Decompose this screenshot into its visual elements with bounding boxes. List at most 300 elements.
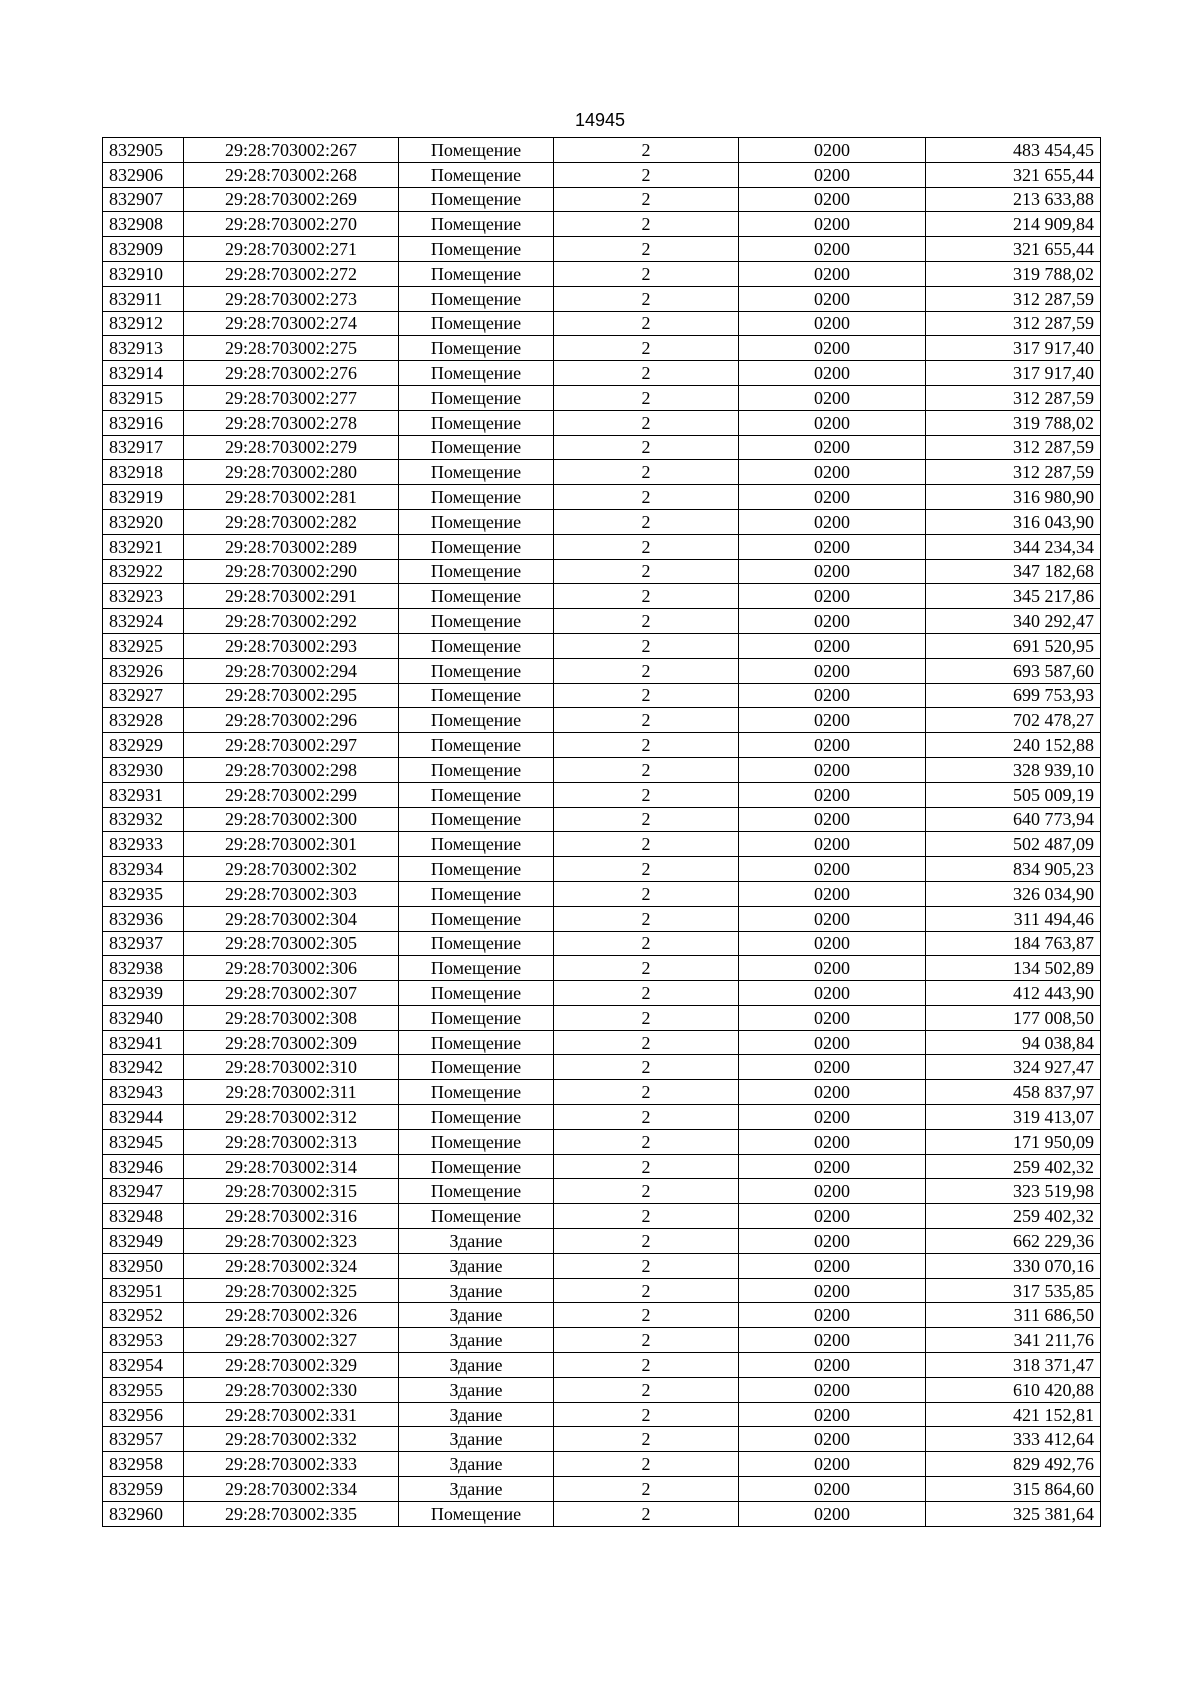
- cadastral-number-cell: 29:28:703002:331: [184, 1402, 399, 1427]
- cadastral-number-cell: 29:28:703002:268: [184, 162, 399, 187]
- code-cell: 0200: [739, 1005, 926, 1030]
- table-row: [103, 708, 1101, 733]
- code-cell: 0200: [739, 609, 926, 634]
- cadastral-number-cell: 29:28:703002:270: [184, 212, 399, 237]
- cadastral-value-cell: 330 070,16: [926, 1253, 1101, 1278]
- group-cell: 2: [554, 807, 739, 832]
- object-type-cell: Помещение: [399, 807, 554, 832]
- code-cell: 0200: [739, 1204, 926, 1229]
- object-type-cell: Помещение: [399, 187, 554, 212]
- table-row: [103, 1204, 1101, 1229]
- group-cell: 2: [554, 460, 739, 485]
- object-type-cell: Здание: [399, 1328, 554, 1353]
- object-type-cell: Помещение: [399, 981, 554, 1006]
- code-cell: 0200: [739, 1129, 926, 1154]
- cadastral-value-cell: 421 152,81: [926, 1402, 1101, 1427]
- object-type-cell: Помещение: [399, 683, 554, 708]
- row-number-cell: 832917: [103, 435, 184, 460]
- table-row: [103, 906, 1101, 931]
- code-cell: 0200: [739, 832, 926, 857]
- code-cell: 0200: [739, 931, 926, 956]
- code-cell: 0200: [739, 881, 926, 906]
- object-type-cell: Здание: [399, 1427, 554, 1452]
- code-cell: 0200: [739, 1080, 926, 1105]
- row-number-cell: 832933: [103, 832, 184, 857]
- cadastral-number-cell: 29:28:703002:278: [184, 410, 399, 435]
- cadastral-value-cell: 184 763,87: [926, 931, 1101, 956]
- cadastral-value-cell: 316 043,90: [926, 509, 1101, 534]
- cadastral-value-cell: 834 905,23: [926, 857, 1101, 882]
- row-number-cell: 832921: [103, 534, 184, 559]
- row-number-cell: 832948: [103, 1204, 184, 1229]
- cadastral-value-cell: 171 950,09: [926, 1129, 1101, 1154]
- cadastral-number-cell: 29:28:703002:281: [184, 485, 399, 510]
- group-cell: 2: [554, 733, 739, 758]
- row-number-cell: 832932: [103, 807, 184, 832]
- row-number-cell: 832926: [103, 658, 184, 683]
- object-type-cell: Здание: [399, 1452, 554, 1477]
- cadastral-number-cell: 29:28:703002:275: [184, 336, 399, 361]
- cadastral-value-cell: 458 837,97: [926, 1080, 1101, 1105]
- table-row: [103, 683, 1101, 708]
- table-row: [103, 658, 1101, 683]
- table-row: [103, 311, 1101, 336]
- group-cell: 2: [554, 956, 739, 981]
- group-cell: 2: [554, 1080, 739, 1105]
- row-number-cell: 832916: [103, 410, 184, 435]
- cadastral-number-cell: 29:28:703002:326: [184, 1303, 399, 1328]
- code-cell: 0200: [739, 1452, 926, 1477]
- table-row: [103, 162, 1101, 187]
- object-type-cell: Помещение: [399, 311, 554, 336]
- cadastral-number-cell: 29:28:703002:269: [184, 187, 399, 212]
- code-cell: 0200: [739, 1179, 926, 1204]
- group-cell: 2: [554, 485, 739, 510]
- row-number-cell: 832927: [103, 683, 184, 708]
- row-number-cell: 832945: [103, 1129, 184, 1154]
- row-number-cell: 832905: [103, 138, 184, 163]
- table-row: [103, 237, 1101, 262]
- code-cell: 0200: [739, 956, 926, 981]
- code-cell: 0200: [739, 1055, 926, 1080]
- object-type-cell: Помещение: [399, 410, 554, 435]
- object-type-cell: Помещение: [399, 162, 554, 187]
- code-cell: 0200: [739, 1427, 926, 1452]
- cadastral-number-cell: 29:28:703002:297: [184, 733, 399, 758]
- cadastral-value-cell: 505 009,19: [926, 782, 1101, 807]
- code-cell: 0200: [739, 212, 926, 237]
- cadastral-value-cell: 345 217,86: [926, 584, 1101, 609]
- cadastral-number-cell: 29:28:703002:295: [184, 683, 399, 708]
- row-number-cell: 832943: [103, 1080, 184, 1105]
- table-row: [103, 385, 1101, 410]
- group-cell: 2: [554, 1501, 739, 1526]
- cadastral-value-cell: 317 917,40: [926, 361, 1101, 386]
- cadastral-number-cell: 29:28:703002:294: [184, 658, 399, 683]
- row-number-cell: 832947: [103, 1179, 184, 1204]
- object-type-cell: Помещение: [399, 559, 554, 584]
- cadastral-value-cell: 325 381,64: [926, 1501, 1101, 1526]
- object-type-cell: Здание: [399, 1303, 554, 1328]
- group-cell: 2: [554, 286, 739, 311]
- cadastral-number-cell: 29:28:703002:282: [184, 509, 399, 534]
- cadastral-value-cell: 316 980,90: [926, 485, 1101, 510]
- code-cell: 0200: [739, 683, 926, 708]
- object-type-cell: Помещение: [399, 534, 554, 559]
- object-type-cell: Помещение: [399, 336, 554, 361]
- table-row: [103, 609, 1101, 634]
- object-type-cell: Помещение: [399, 485, 554, 510]
- object-type-cell: Здание: [399, 1278, 554, 1303]
- row-number-cell: 832957: [103, 1427, 184, 1452]
- table-body: [103, 138, 1101, 1527]
- group-cell: 2: [554, 237, 739, 262]
- code-cell: 0200: [739, 460, 926, 485]
- table-row: [103, 832, 1101, 857]
- cadastral-number-cell: 29:28:703002:291: [184, 584, 399, 609]
- cadastral-value-cell: 702 478,27: [926, 708, 1101, 733]
- group-cell: 2: [554, 782, 739, 807]
- cadastral-number-cell: 29:28:703002:313: [184, 1129, 399, 1154]
- cadastral-value-cell: 340 292,47: [926, 609, 1101, 634]
- object-type-cell: Помещение: [399, 1055, 554, 1080]
- group-cell: 2: [554, 857, 739, 882]
- table-row: [103, 1328, 1101, 1353]
- code-cell: 0200: [739, 286, 926, 311]
- row-number-cell: 832951: [103, 1278, 184, 1303]
- cadastral-value-cell: 240 152,88: [926, 733, 1101, 758]
- cadastral-value-cell: 483 454,45: [926, 138, 1101, 163]
- group-cell: 2: [554, 1377, 739, 1402]
- object-type-cell: Помещение: [399, 1005, 554, 1030]
- cadastral-number-cell: 29:28:703002:329: [184, 1353, 399, 1378]
- table-row: [103, 1154, 1101, 1179]
- group-cell: 2: [554, 534, 739, 559]
- cadastral-value-cell: 259 402,32: [926, 1204, 1101, 1229]
- cadastral-value-cell: 347 182,68: [926, 559, 1101, 584]
- group-cell: 2: [554, 212, 739, 237]
- table-row: [103, 1055, 1101, 1080]
- cadastral-number-cell: 29:28:703002:333: [184, 1452, 399, 1477]
- table-row: [103, 1452, 1101, 1477]
- table-row: [103, 1129, 1101, 1154]
- group-cell: 2: [554, 261, 739, 286]
- cadastral-number-cell: 29:28:703002:304: [184, 906, 399, 931]
- table-row: [103, 1353, 1101, 1378]
- cadastral-value-cell: 412 443,90: [926, 981, 1101, 1006]
- object-type-cell: Помещение: [399, 857, 554, 882]
- cadastral-value-cell: 321 655,44: [926, 237, 1101, 262]
- cadastral-value-cell: 312 287,59: [926, 435, 1101, 460]
- object-type-cell: Помещение: [399, 138, 554, 163]
- cadastral-value-cell: 319 788,02: [926, 261, 1101, 286]
- code-cell: 0200: [739, 187, 926, 212]
- object-type-cell: Помещение: [399, 509, 554, 534]
- group-cell: 2: [554, 162, 739, 187]
- cadastral-value-cell: 213 633,88: [926, 187, 1101, 212]
- group-cell: 2: [554, 187, 739, 212]
- cadastral-value-cell: 134 502,89: [926, 956, 1101, 981]
- code-cell: 0200: [739, 1030, 926, 1055]
- cadastral-number-cell: 29:28:703002:308: [184, 1005, 399, 1030]
- row-number-cell: 832950: [103, 1253, 184, 1278]
- cadastral-value-cell: 312 287,59: [926, 460, 1101, 485]
- object-type-cell: Помещение: [399, 385, 554, 410]
- cadastral-number-cell: 29:28:703002:277: [184, 385, 399, 410]
- row-number-cell: 832956: [103, 1402, 184, 1427]
- row-number-cell: 832909: [103, 237, 184, 262]
- group-cell: 2: [554, 1055, 739, 1080]
- cadastral-number-cell: 29:28:703002:306: [184, 956, 399, 981]
- table-row: [103, 633, 1101, 658]
- cadastral-number-cell: 29:28:703002:315: [184, 1179, 399, 1204]
- group-cell: 2: [554, 1204, 739, 1229]
- table-row: [103, 807, 1101, 832]
- group-cell: 2: [554, 1105, 739, 1130]
- cadastral-number-cell: 29:28:703002:276: [184, 361, 399, 386]
- group-cell: 2: [554, 658, 739, 683]
- cadastral-value-cell: 259 402,32: [926, 1154, 1101, 1179]
- object-type-cell: Помещение: [399, 460, 554, 485]
- group-cell: 2: [554, 1129, 739, 1154]
- cadastral-value-cell: 323 519,98: [926, 1179, 1101, 1204]
- code-cell: 0200: [739, 584, 926, 609]
- cadastral-number-cell: 29:28:703002:279: [184, 435, 399, 460]
- table-row: [103, 1477, 1101, 1502]
- table-row: [103, 881, 1101, 906]
- group-cell: 2: [554, 757, 739, 782]
- row-number-cell: 832946: [103, 1154, 184, 1179]
- group-cell: 2: [554, 1353, 739, 1378]
- cadastral-number-cell: 29:28:703002:311: [184, 1080, 399, 1105]
- cadastral-number-cell: 29:28:703002:330: [184, 1377, 399, 1402]
- code-cell: 0200: [739, 757, 926, 782]
- cadastral-number-cell: 29:28:703002:307: [184, 981, 399, 1006]
- cadastral-number-cell: 29:28:703002:271: [184, 237, 399, 262]
- row-number-cell: 832960: [103, 1501, 184, 1526]
- code-cell: 0200: [739, 1303, 926, 1328]
- cadastral-value-cell: 326 034,90: [926, 881, 1101, 906]
- page-number: 14945: [574, 110, 626, 130]
- row-number-cell: 832931: [103, 782, 184, 807]
- table-row: [103, 1278, 1101, 1303]
- group-cell: 2: [554, 633, 739, 658]
- cadastral-value-cell: 829 492,76: [926, 1452, 1101, 1477]
- table-row: [103, 361, 1101, 386]
- table-row: [103, 584, 1101, 609]
- group-cell: 2: [554, 981, 739, 1006]
- cadastral-value-cell: 317 535,85: [926, 1278, 1101, 1303]
- object-type-cell: Помещение: [399, 1179, 554, 1204]
- table-row: [103, 1501, 1101, 1526]
- table-row: [103, 1005, 1101, 1030]
- table-row: [103, 1105, 1101, 1130]
- cadastral-number-cell: 29:28:703002:303: [184, 881, 399, 906]
- code-cell: 0200: [739, 1229, 926, 1254]
- row-number-cell: 832937: [103, 931, 184, 956]
- code-cell: 0200: [739, 1353, 926, 1378]
- cadastral-number-cell: 29:28:703002:309: [184, 1030, 399, 1055]
- row-number-cell: 832918: [103, 460, 184, 485]
- group-cell: 2: [554, 584, 739, 609]
- object-type-cell: Помещение: [399, 757, 554, 782]
- object-type-cell: Помещение: [399, 906, 554, 931]
- object-type-cell: Помещение: [399, 261, 554, 286]
- code-cell: 0200: [739, 138, 926, 163]
- object-type-cell: Помещение: [399, 956, 554, 981]
- code-cell: 0200: [739, 981, 926, 1006]
- cadastral-value-cell: 319 413,07: [926, 1105, 1101, 1130]
- object-type-cell: Помещение: [399, 658, 554, 683]
- group-cell: 2: [554, 410, 739, 435]
- code-cell: 0200: [739, 485, 926, 510]
- cadastral-number-cell: 29:28:703002:302: [184, 857, 399, 882]
- object-type-cell: Помещение: [399, 1030, 554, 1055]
- group-cell: 2: [554, 683, 739, 708]
- group-cell: 2: [554, 1452, 739, 1477]
- code-cell: 0200: [739, 261, 926, 286]
- group-cell: 2: [554, 881, 739, 906]
- group-cell: 2: [554, 1402, 739, 1427]
- cadastral-value-cell: 177 008,50: [926, 1005, 1101, 1030]
- row-number-cell: 832954: [103, 1353, 184, 1378]
- row-number-cell: 832914: [103, 361, 184, 386]
- code-cell: 0200: [739, 361, 926, 386]
- object-type-cell: Помещение: [399, 361, 554, 386]
- group-cell: 2: [554, 1179, 739, 1204]
- cadastral-value-cell: 662 229,36: [926, 1229, 1101, 1254]
- row-number-cell: 832923: [103, 584, 184, 609]
- object-type-cell: Здание: [399, 1402, 554, 1427]
- cadastral-value-cell: 214 909,84: [926, 212, 1101, 237]
- cadastral-value-cell: 324 927,47: [926, 1055, 1101, 1080]
- cadastral-value-cell: 333 412,64: [926, 1427, 1101, 1452]
- object-type-cell: Помещение: [399, 1080, 554, 1105]
- code-cell: 0200: [739, 435, 926, 460]
- object-type-cell: Помещение: [399, 633, 554, 658]
- table-row: [103, 1377, 1101, 1402]
- code-cell: 0200: [739, 336, 926, 361]
- object-type-cell: Здание: [399, 1229, 554, 1254]
- table-row: [103, 757, 1101, 782]
- table-row: [103, 857, 1101, 882]
- code-cell: 0200: [739, 733, 926, 758]
- cadastral-number-cell: 29:28:703002:296: [184, 708, 399, 733]
- cadastral-number-cell: 29:28:703002:323: [184, 1229, 399, 1254]
- row-number-cell: 832936: [103, 906, 184, 931]
- row-number-cell: 832955: [103, 1377, 184, 1402]
- code-cell: 0200: [739, 1278, 926, 1303]
- cadastral-value-cell: 317 917,40: [926, 336, 1101, 361]
- object-type-cell: Здание: [399, 1253, 554, 1278]
- table-row: [103, 1402, 1101, 1427]
- table-row: [103, 485, 1101, 510]
- code-cell: 0200: [739, 807, 926, 832]
- table-row: [103, 534, 1101, 559]
- object-type-cell: Помещение: [399, 832, 554, 857]
- code-cell: 0200: [739, 311, 926, 336]
- cadastral-number-cell: 29:28:703002:310: [184, 1055, 399, 1080]
- table-row: [103, 733, 1101, 758]
- cadastral-number-cell: 29:28:703002:305: [184, 931, 399, 956]
- row-number-cell: 832949: [103, 1229, 184, 1254]
- group-cell: 2: [554, 336, 739, 361]
- code-cell: 0200: [739, 906, 926, 931]
- row-number-cell: 832922: [103, 559, 184, 584]
- group-cell: 2: [554, 708, 739, 733]
- object-type-cell: Здание: [399, 1477, 554, 1502]
- cadastral-number-cell: 29:28:703002:324: [184, 1253, 399, 1278]
- code-cell: 0200: [739, 782, 926, 807]
- row-number-cell: 832934: [103, 857, 184, 882]
- cadastral-number-cell: 29:28:703002:314: [184, 1154, 399, 1179]
- cadastral-number-cell: 29:28:703002:273: [184, 286, 399, 311]
- row-number-cell: 832912: [103, 311, 184, 336]
- cadastral-value-cell: 321 655,44: [926, 162, 1101, 187]
- object-type-cell: Помещение: [399, 881, 554, 906]
- cadastral-number-cell: 29:28:703002:299: [184, 782, 399, 807]
- code-cell: 0200: [739, 237, 926, 262]
- cadastral-value-cell: 699 753,93: [926, 683, 1101, 708]
- row-number-cell: 832928: [103, 708, 184, 733]
- cadastral-value-cell: 311 686,50: [926, 1303, 1101, 1328]
- table-row: [103, 509, 1101, 534]
- cadastral-number-cell: 29:28:703002:325: [184, 1278, 399, 1303]
- row-number-cell: 832939: [103, 981, 184, 1006]
- cadastral-number-cell: 29:28:703002:335: [184, 1501, 399, 1526]
- group-cell: 2: [554, 435, 739, 460]
- group-cell: 2: [554, 906, 739, 931]
- row-number-cell: 832906: [103, 162, 184, 187]
- cadastral-number-cell: 29:28:703002:274: [184, 311, 399, 336]
- object-type-cell: Помещение: [399, 1129, 554, 1154]
- cadastral-number-cell: 29:28:703002:267: [184, 138, 399, 163]
- cadastral-number-cell: 29:28:703002:292: [184, 609, 399, 634]
- code-cell: 0200: [739, 1377, 926, 1402]
- code-cell: 0200: [739, 1328, 926, 1353]
- group-cell: 2: [554, 832, 739, 857]
- object-type-cell: Помещение: [399, 733, 554, 758]
- table-row: [103, 559, 1101, 584]
- cadastral-value-cell: 344 234,34: [926, 534, 1101, 559]
- cadastral-number-cell: 29:28:703002:290: [184, 559, 399, 584]
- group-cell: 2: [554, 1253, 739, 1278]
- row-number-cell: 832907: [103, 187, 184, 212]
- group-cell: 2: [554, 1278, 739, 1303]
- table-row: [103, 187, 1101, 212]
- cadastral-number-cell: 29:28:703002:272: [184, 261, 399, 286]
- code-cell: 0200: [739, 1501, 926, 1526]
- table-row: [103, 956, 1101, 981]
- cadastral-number-cell: 29:28:703002:289: [184, 534, 399, 559]
- code-cell: 0200: [739, 1105, 926, 1130]
- row-number-cell: 832952: [103, 1303, 184, 1328]
- row-number-cell: 832925: [103, 633, 184, 658]
- cadastral-number-cell: 29:28:703002:293: [184, 633, 399, 658]
- group-cell: 2: [554, 385, 739, 410]
- row-number-cell: 832910: [103, 261, 184, 286]
- group-cell: 2: [554, 311, 739, 336]
- cadastral-value-table: [102, 137, 1101, 1527]
- object-type-cell: Помещение: [399, 1105, 554, 1130]
- table-row: [103, 460, 1101, 485]
- group-cell: 2: [554, 1005, 739, 1030]
- table-row: [103, 782, 1101, 807]
- cadastral-value-cell: 312 287,59: [926, 286, 1101, 311]
- object-type-cell: Здание: [399, 1377, 554, 1402]
- group-cell: 2: [554, 509, 739, 534]
- row-number-cell: 832924: [103, 609, 184, 634]
